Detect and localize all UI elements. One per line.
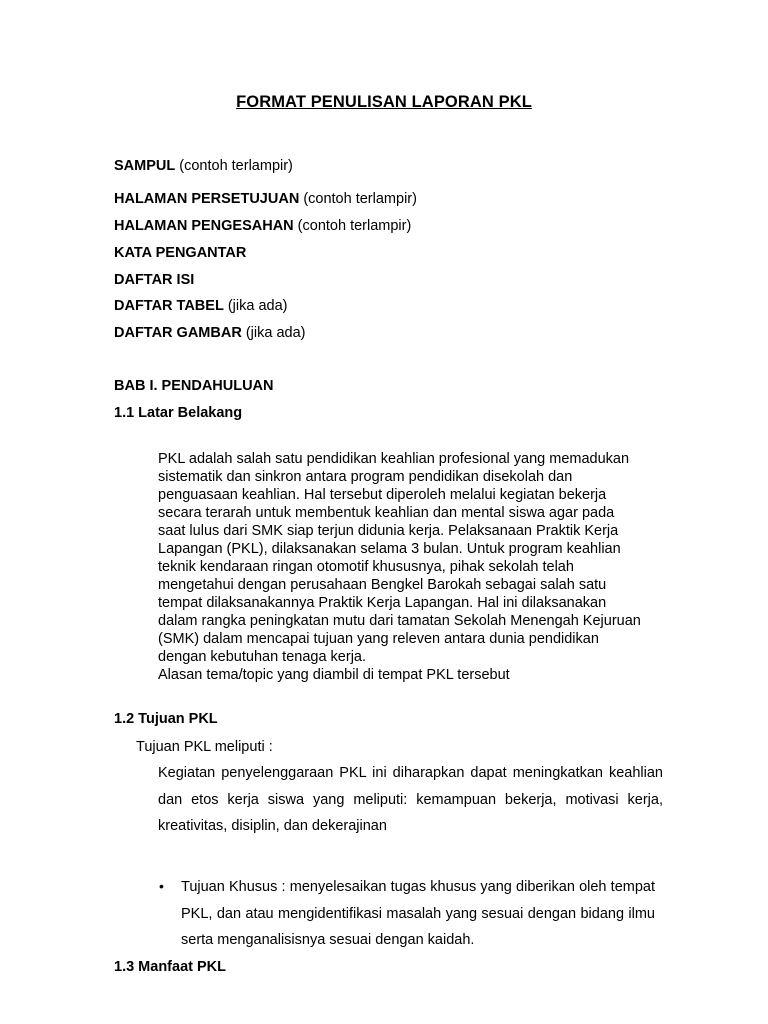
bullet-marker: • [159, 878, 164, 894]
section-heading-1-3: 1.3 Manfaat PKL [114, 959, 226, 975]
paragraph-line: Lapangan (PKL), dilaksanakan selama 3 bulan. Untuk program keahlian [158, 541, 621, 557]
tujuan-khusus-bullet: Tujuan Khusus : menyelesaikan tugas khusus yang diberikan oleh tempat PKL, dan atau mengidentifikasi masalah yang sesuai dengan bidang ilmu serta menganalisisnya sesuai dengan kaidah. [181, 879, 655, 948]
front-item-note: (contoh terlampir) [293, 218, 412, 234]
front-item-sampul [114, 158, 293, 174]
front-item-bold: KATA PENGANTAR [114, 245, 247, 261]
front-item-daftar-gambar [114, 325, 305, 341]
paragraph-line: penguasaan keahlian. Hal tersebut diperoleh melalui kegiatan bekerja [158, 487, 607, 503]
paragraph-line: tempat dilaksanakannya Praktik Kerja Lapangan. Hal ini dilaksanakan [158, 595, 607, 611]
section-heading-1-2: 1.2 Tujuan PKL [114, 711, 218, 727]
front-item-pengesahan [114, 218, 411, 234]
front-item-note: (jika ada) [241, 325, 306, 341]
latar-belakang-paragraph [158, 450, 663, 684]
section-heading-1-1: 1.1 Latar Belakang [114, 405, 243, 421]
front-item-note: (contoh terlampir) [299, 191, 417, 207]
paragraph-line: Alasan tema/topic yang diambil di tempat PKL tersebut [158, 667, 510, 683]
front-item-kata-pengantar [114, 245, 246, 261]
paragraph-line: dengan kebutuhan tenaga kerja. [158, 649, 367, 665]
paragraph-line: secara terarah untuk membentuk keahlian dan mental siswa agar pada [158, 505, 615, 521]
front-item-bold: SAMPUL [114, 158, 176, 174]
paragraph-line: teknik kendaraan ringan otomotif khususnya, pihak sekolah telah [158, 559, 574, 575]
tujuan-intro: Tujuan PKL meliputi : [136, 739, 273, 755]
front-item-bold: HALAMAN PERSETUJUAN [114, 191, 300, 207]
front-item-bold: DAFTAR ISI [114, 272, 195, 288]
front-item-note: (contoh terlampir) [175, 158, 293, 174]
document-title: FORMAT PENULISAN LAPORAN PKL [236, 93, 532, 111]
paragraph-line: (SMK) dalam mencapai tujuan yang releven antara dunia pendidikan [158, 631, 599, 647]
paragraph-line: sistematik dan sinkron antara program pendidikan disekolah dan [158, 469, 573, 485]
tujuan-paragraph: Kegiatan penyelenggaraan PKL ini diharapkan dapat meningkatkan keahlian dan etos kerja siswa yang meliputi: kemampuan bekerja, motivasi kerja, kreativitas, disiplin, dan dekerajinan [158, 765, 663, 834]
paragraph-line: dalam rangka peningkatan mutu dari tamatan Sekolah Menengah Kejuruan [158, 613, 641, 629]
chapter-heading: BAB I. PENDAHULUAN [114, 378, 274, 394]
front-item-daftar-isi [114, 272, 194, 288]
paragraph-line: saat lulus dari SMK siap terjun didunia kerja. Pelaksanaan Praktik Kerja [158, 523, 619, 539]
front-item-daftar-tabel [114, 298, 287, 314]
front-item-bold: DAFTAR TABEL [114, 298, 224, 314]
front-item-bold: HALAMAN PENGESAHAN [114, 218, 294, 234]
front-item-persetujuan [114, 191, 417, 207]
paragraph-line: mengetahui dengan perusahaan Bengkel Barokah sebagai salah satu [158, 577, 607, 593]
paragraph-line: PKL adalah salah satu pendidikan keahlian profesional yang memadukan [158, 451, 630, 467]
front-item-note: (jika ada) [223, 298, 288, 314]
front-item-bold: DAFTAR GAMBAR [114, 325, 242, 341]
